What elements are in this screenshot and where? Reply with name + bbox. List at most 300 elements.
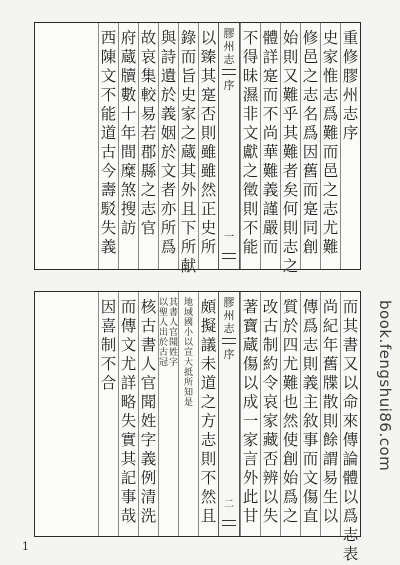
character: 惟 [322, 67, 339, 85]
character: 志 [200, 431, 217, 449]
character: 傳 [342, 431, 359, 449]
character: 清 [140, 488, 157, 506]
page-number: 1 [22, 540, 29, 553]
character: 牒 [322, 374, 339, 392]
character: 例 [140, 469, 157, 487]
character: 而 [322, 143, 339, 161]
character: 事 [120, 488, 137, 506]
character: 史 [322, 29, 339, 47]
character: 與 [160, 29, 177, 47]
text-column [138, 23, 158, 269]
character: 而 [262, 238, 279, 256]
character: 志 [223, 53, 235, 66]
character: 則 [302, 355, 319, 373]
character: 臻 [200, 48, 217, 66]
character: 書 [168, 308, 178, 318]
character: 失 [120, 412, 137, 430]
character: 論 [342, 450, 359, 468]
character: 今 [100, 162, 117, 180]
character: 膠 [223, 27, 235, 40]
text-column [178, 23, 198, 275]
character: 官 [140, 219, 157, 237]
character: 擬 [200, 317, 217, 335]
character: 郡 [140, 143, 157, 161]
character: 糜 [120, 162, 137, 180]
character: 州 [342, 86, 359, 104]
character: 蔵 [120, 48, 137, 66]
page-columns [35, 23, 360, 275]
gutter-title [223, 296, 236, 335]
character: 合 [100, 374, 117, 392]
character: 下 [180, 219, 197, 237]
character: 年 [322, 336, 339, 354]
character: 小 [183, 328, 193, 338]
character: 尚 [262, 124, 279, 142]
character: 質 [282, 298, 299, 316]
character: 冠 [158, 358, 168, 368]
character: 著 [242, 298, 259, 316]
text-column [118, 23, 138, 269]
annotation-column [178, 292, 198, 536]
character: 傷 [242, 355, 259, 373]
character: 則 [282, 48, 299, 66]
character: 改 [262, 298, 279, 316]
character: 家 [242, 431, 259, 449]
character: 府 [120, 29, 137, 47]
fish-tail-mark [222, 69, 236, 75]
character: 創 [302, 238, 319, 256]
character: 者 [282, 162, 299, 180]
character: 易 [140, 105, 157, 123]
character: 姓 [168, 348, 178, 358]
character: 故 [140, 29, 157, 47]
character: 搜 [120, 200, 137, 218]
character: 人 [140, 355, 157, 373]
character: 方 [200, 412, 217, 430]
character: 而 [262, 86, 279, 104]
character: 者 [160, 181, 177, 199]
watermark-url: book.fengshui86.com [376, 300, 394, 472]
character: 以 [342, 374, 359, 392]
character: 實 [120, 431, 137, 449]
text-column [118, 292, 138, 536]
character: 制 [100, 336, 117, 354]
character: 所 [180, 238, 197, 256]
character: 辨 [262, 469, 279, 487]
character: 詩 [160, 48, 177, 66]
character: 而 [120, 298, 137, 316]
character: 何 [282, 200, 299, 218]
character: 不 [200, 469, 217, 487]
character: 一 [224, 232, 234, 243]
character: 則 [322, 412, 339, 430]
character: 二 [224, 499, 234, 510]
character: 寔 [262, 67, 279, 85]
character: 獻 [242, 143, 259, 161]
center-gutter [218, 23, 240, 269]
character: 姓 [140, 412, 157, 430]
character: 文 [100, 67, 117, 85]
character: 古 [100, 143, 117, 161]
character: 文 [160, 162, 177, 180]
character: 謹 [262, 200, 279, 218]
character: 昧 [242, 67, 259, 85]
character: 其 [168, 298, 178, 308]
character: 同 [302, 219, 319, 237]
character: 外 [242, 469, 259, 487]
character: 失 [100, 219, 117, 237]
character: 義 [302, 374, 319, 392]
character: 重 [342, 29, 359, 47]
character: 文 [302, 469, 319, 487]
character: 主 [302, 393, 319, 411]
text-column [158, 23, 178, 269]
character: 哀 [140, 48, 157, 66]
character: 寔 [200, 86, 217, 104]
character: 以 [183, 338, 193, 348]
character: 域 [183, 308, 193, 318]
character: 古 [140, 317, 157, 335]
character: 出 [158, 328, 168, 338]
character: 修 [342, 48, 359, 66]
character: 外 [180, 181, 197, 199]
text-column [320, 23, 340, 269]
character: 此 [242, 488, 259, 506]
character: 史 [200, 219, 217, 237]
gutter-mark [223, 348, 236, 361]
character: 頗 [200, 298, 217, 316]
character: 難 [322, 124, 339, 142]
text-column [340, 23, 360, 269]
character: 難 [262, 162, 279, 180]
character: 牘 [120, 67, 137, 85]
text-column [300, 292, 320, 536]
character: 詳 [120, 374, 137, 392]
character: 陳 [100, 48, 117, 66]
character: 義 [100, 238, 117, 256]
character: 然 [200, 488, 217, 506]
character: 令 [262, 374, 279, 392]
character: 之 [242, 162, 259, 180]
character: 書 [342, 336, 359, 354]
character: 餘 [322, 431, 339, 449]
character: 乎 [282, 105, 299, 123]
character: 駁 [100, 200, 117, 218]
character: 若 [140, 124, 157, 142]
character: 十 [120, 105, 137, 123]
character: 於 [282, 317, 299, 335]
character: 難 [282, 143, 299, 161]
character: 而 [180, 48, 197, 66]
character: 志 [302, 86, 319, 104]
character: 以 [262, 488, 279, 506]
character: 以 [342, 488, 359, 506]
character: 制 [262, 336, 279, 354]
character: 義 [160, 105, 177, 123]
gutter-title [223, 27, 236, 66]
character: 聖 [158, 308, 168, 318]
character: 言 [242, 450, 259, 468]
character: 徵 [242, 181, 259, 199]
character: 古 [158, 348, 168, 358]
character: 家 [262, 412, 279, 430]
character: 字 [140, 431, 157, 449]
character: 志 [342, 105, 359, 123]
character: 其 [120, 450, 137, 468]
character: 成 [242, 393, 259, 411]
center-gutter [218, 292, 240, 536]
fish-tail-mark-bottom [222, 253, 236, 259]
character: 爲 [160, 238, 177, 256]
character: 志 [223, 322, 235, 335]
character: 志 [282, 238, 299, 256]
character: 哉 [120, 507, 137, 525]
character: 知 [183, 388, 193, 398]
character: 書 [140, 336, 157, 354]
text-column [320, 292, 340, 536]
character: 直 [302, 507, 319, 525]
character: 蔵 [242, 336, 259, 354]
character: 間 [120, 143, 137, 161]
text-column [260, 292, 280, 536]
character: 華 [262, 143, 279, 161]
character: 聞 [140, 393, 157, 411]
text-column [280, 23, 300, 275]
character: 核 [140, 298, 157, 316]
character: 體 [342, 469, 359, 487]
character: 藏 [262, 431, 279, 449]
character: 事 [302, 431, 319, 449]
character: 矣 [282, 181, 299, 199]
character: 易 [322, 469, 339, 487]
character: 集 [140, 67, 157, 85]
character: 家 [322, 48, 339, 66]
character: 嚴 [262, 219, 279, 237]
character: 修 [302, 29, 319, 47]
character: 邑 [302, 48, 319, 66]
character: 其 [200, 67, 217, 85]
character: 敘 [302, 412, 319, 430]
character: 大 [183, 358, 193, 368]
character: 失 [262, 507, 279, 525]
character: 義 [140, 450, 157, 468]
character: 序 [223, 348, 235, 361]
character: 體 [262, 29, 279, 47]
character: 不 [100, 86, 117, 104]
character: 也 [282, 393, 299, 411]
character: 是 [183, 398, 193, 408]
character: 州 [223, 309, 235, 322]
character: 雖 [200, 143, 217, 161]
character: 爲 [282, 488, 299, 506]
character: 爲 [322, 105, 339, 123]
character: 紀 [322, 317, 339, 335]
character: 之 [180, 124, 197, 142]
character: 不 [262, 105, 279, 123]
character: 所 [200, 238, 217, 256]
character: 四 [282, 336, 299, 354]
character: 年 [120, 124, 137, 142]
character: 傷 [302, 488, 319, 506]
character: 國 [183, 318, 193, 328]
character: 傳 [120, 317, 137, 335]
character: 雖 [200, 162, 217, 180]
character: 舊 [322, 355, 339, 373]
book-page-bottom [34, 291, 361, 563]
text-column [98, 23, 118, 269]
character: 名 [302, 105, 319, 123]
character: 尚 [322, 298, 339, 316]
character: 以 [322, 507, 339, 525]
character: 志 [140, 200, 157, 218]
text-column [240, 23, 260, 269]
character: 生 [322, 488, 339, 506]
character: 其 [282, 124, 299, 142]
character: 舊 [302, 162, 319, 180]
character: 以 [200, 29, 217, 47]
character: 志 [342, 526, 359, 544]
character: 訪 [120, 219, 137, 237]
character: 不 [100, 355, 117, 373]
character: 爲 [302, 124, 319, 142]
character: 不 [242, 29, 259, 47]
fish-tail-mark-bottom [222, 520, 236, 526]
character: 正 [200, 200, 217, 218]
book-page-top [34, 22, 361, 275]
character: 命 [342, 393, 359, 411]
character: 則 [200, 450, 217, 468]
character: 因 [302, 143, 319, 161]
character: 詳 [262, 48, 279, 66]
character: 因 [100, 298, 117, 316]
character: 之 [200, 393, 217, 411]
character: 不 [242, 219, 259, 237]
character: 道 [200, 374, 217, 392]
character: 所 [183, 378, 193, 388]
character: 創 [282, 450, 299, 468]
character: 之 [282, 507, 299, 525]
character: 官 [140, 374, 157, 392]
text-column [300, 23, 320, 269]
text-column [198, 23, 218, 269]
character: 於 [160, 86, 177, 104]
character: 宣 [183, 348, 193, 358]
character: 則 [200, 124, 217, 142]
character: 献 [180, 257, 197, 275]
character: 之 [140, 181, 157, 199]
character: 之 [302, 67, 319, 85]
character: 且 [180, 200, 197, 218]
character: 約 [262, 355, 279, 373]
character: 表 [342, 545, 359, 563]
character: 以 [158, 298, 168, 308]
character: 而 [302, 450, 319, 468]
page-columns [35, 292, 360, 563]
character: 難 [282, 374, 299, 392]
character: 謂 [322, 450, 339, 468]
character: 煞 [120, 181, 137, 199]
folio-number [223, 233, 236, 243]
character: 道 [100, 124, 117, 142]
character: 錄 [180, 29, 197, 47]
character: 喜 [100, 317, 117, 335]
folio-number [223, 500, 236, 510]
character: 邑 [322, 162, 339, 180]
character: 其 [342, 317, 359, 335]
character: 其 [180, 162, 197, 180]
character: 哀 [262, 393, 279, 411]
character: 較 [140, 86, 157, 104]
text-column [280, 292, 300, 536]
text-column [240, 292, 260, 536]
character: 則 [282, 219, 299, 237]
character: 難 [322, 238, 339, 256]
character: 州 [223, 40, 235, 53]
character: 議 [200, 336, 217, 354]
character: 則 [242, 200, 259, 218]
character: 洗 [140, 507, 157, 525]
character: 古 [262, 317, 279, 335]
character: 寔 [302, 200, 319, 218]
character: 難 [282, 86, 299, 104]
character: 使 [282, 431, 299, 449]
character: 之 [322, 181, 339, 199]
character: 人 [158, 318, 168, 328]
character: 一 [242, 412, 259, 430]
character: 文 [242, 124, 259, 142]
character: 又 [282, 67, 299, 85]
character: 甘 [242, 507, 259, 525]
character: 能 [242, 238, 259, 256]
character: 記 [120, 469, 137, 487]
fish-tail-mark [222, 338, 236, 344]
character: 始 [282, 469, 299, 487]
character: 文 [120, 336, 137, 354]
text-column [260, 23, 280, 269]
character: 得 [242, 48, 259, 66]
character: 人 [168, 318, 178, 328]
character: 尤 [282, 355, 299, 373]
character: 尤 [120, 355, 137, 373]
character: 略 [120, 393, 137, 411]
character: 志 [302, 336, 319, 354]
character: 而 [342, 298, 359, 316]
character: 然 [200, 181, 217, 199]
character: 志 [322, 86, 339, 104]
character: 寶 [242, 317, 259, 335]
character: 否 [262, 450, 279, 468]
character: 姻 [160, 124, 177, 142]
character: 義 [262, 181, 279, 199]
character: 序 [342, 124, 359, 142]
character: 濕 [242, 86, 259, 104]
character: 志 [322, 200, 339, 218]
character: 壽 [100, 181, 117, 199]
character: 數 [120, 86, 137, 104]
character: 尤 [322, 219, 339, 237]
character: 來 [342, 412, 359, 430]
text-column [98, 292, 118, 536]
character: 然 [282, 412, 299, 430]
character: 官 [168, 328, 178, 338]
character: 膠 [223, 296, 235, 309]
character: 爲 [302, 317, 319, 335]
character: 之 [282, 257, 299, 275]
character: 地 [183, 298, 193, 308]
character: 史 [180, 86, 197, 104]
character: 而 [302, 181, 319, 199]
character: 抵 [183, 368, 193, 378]
